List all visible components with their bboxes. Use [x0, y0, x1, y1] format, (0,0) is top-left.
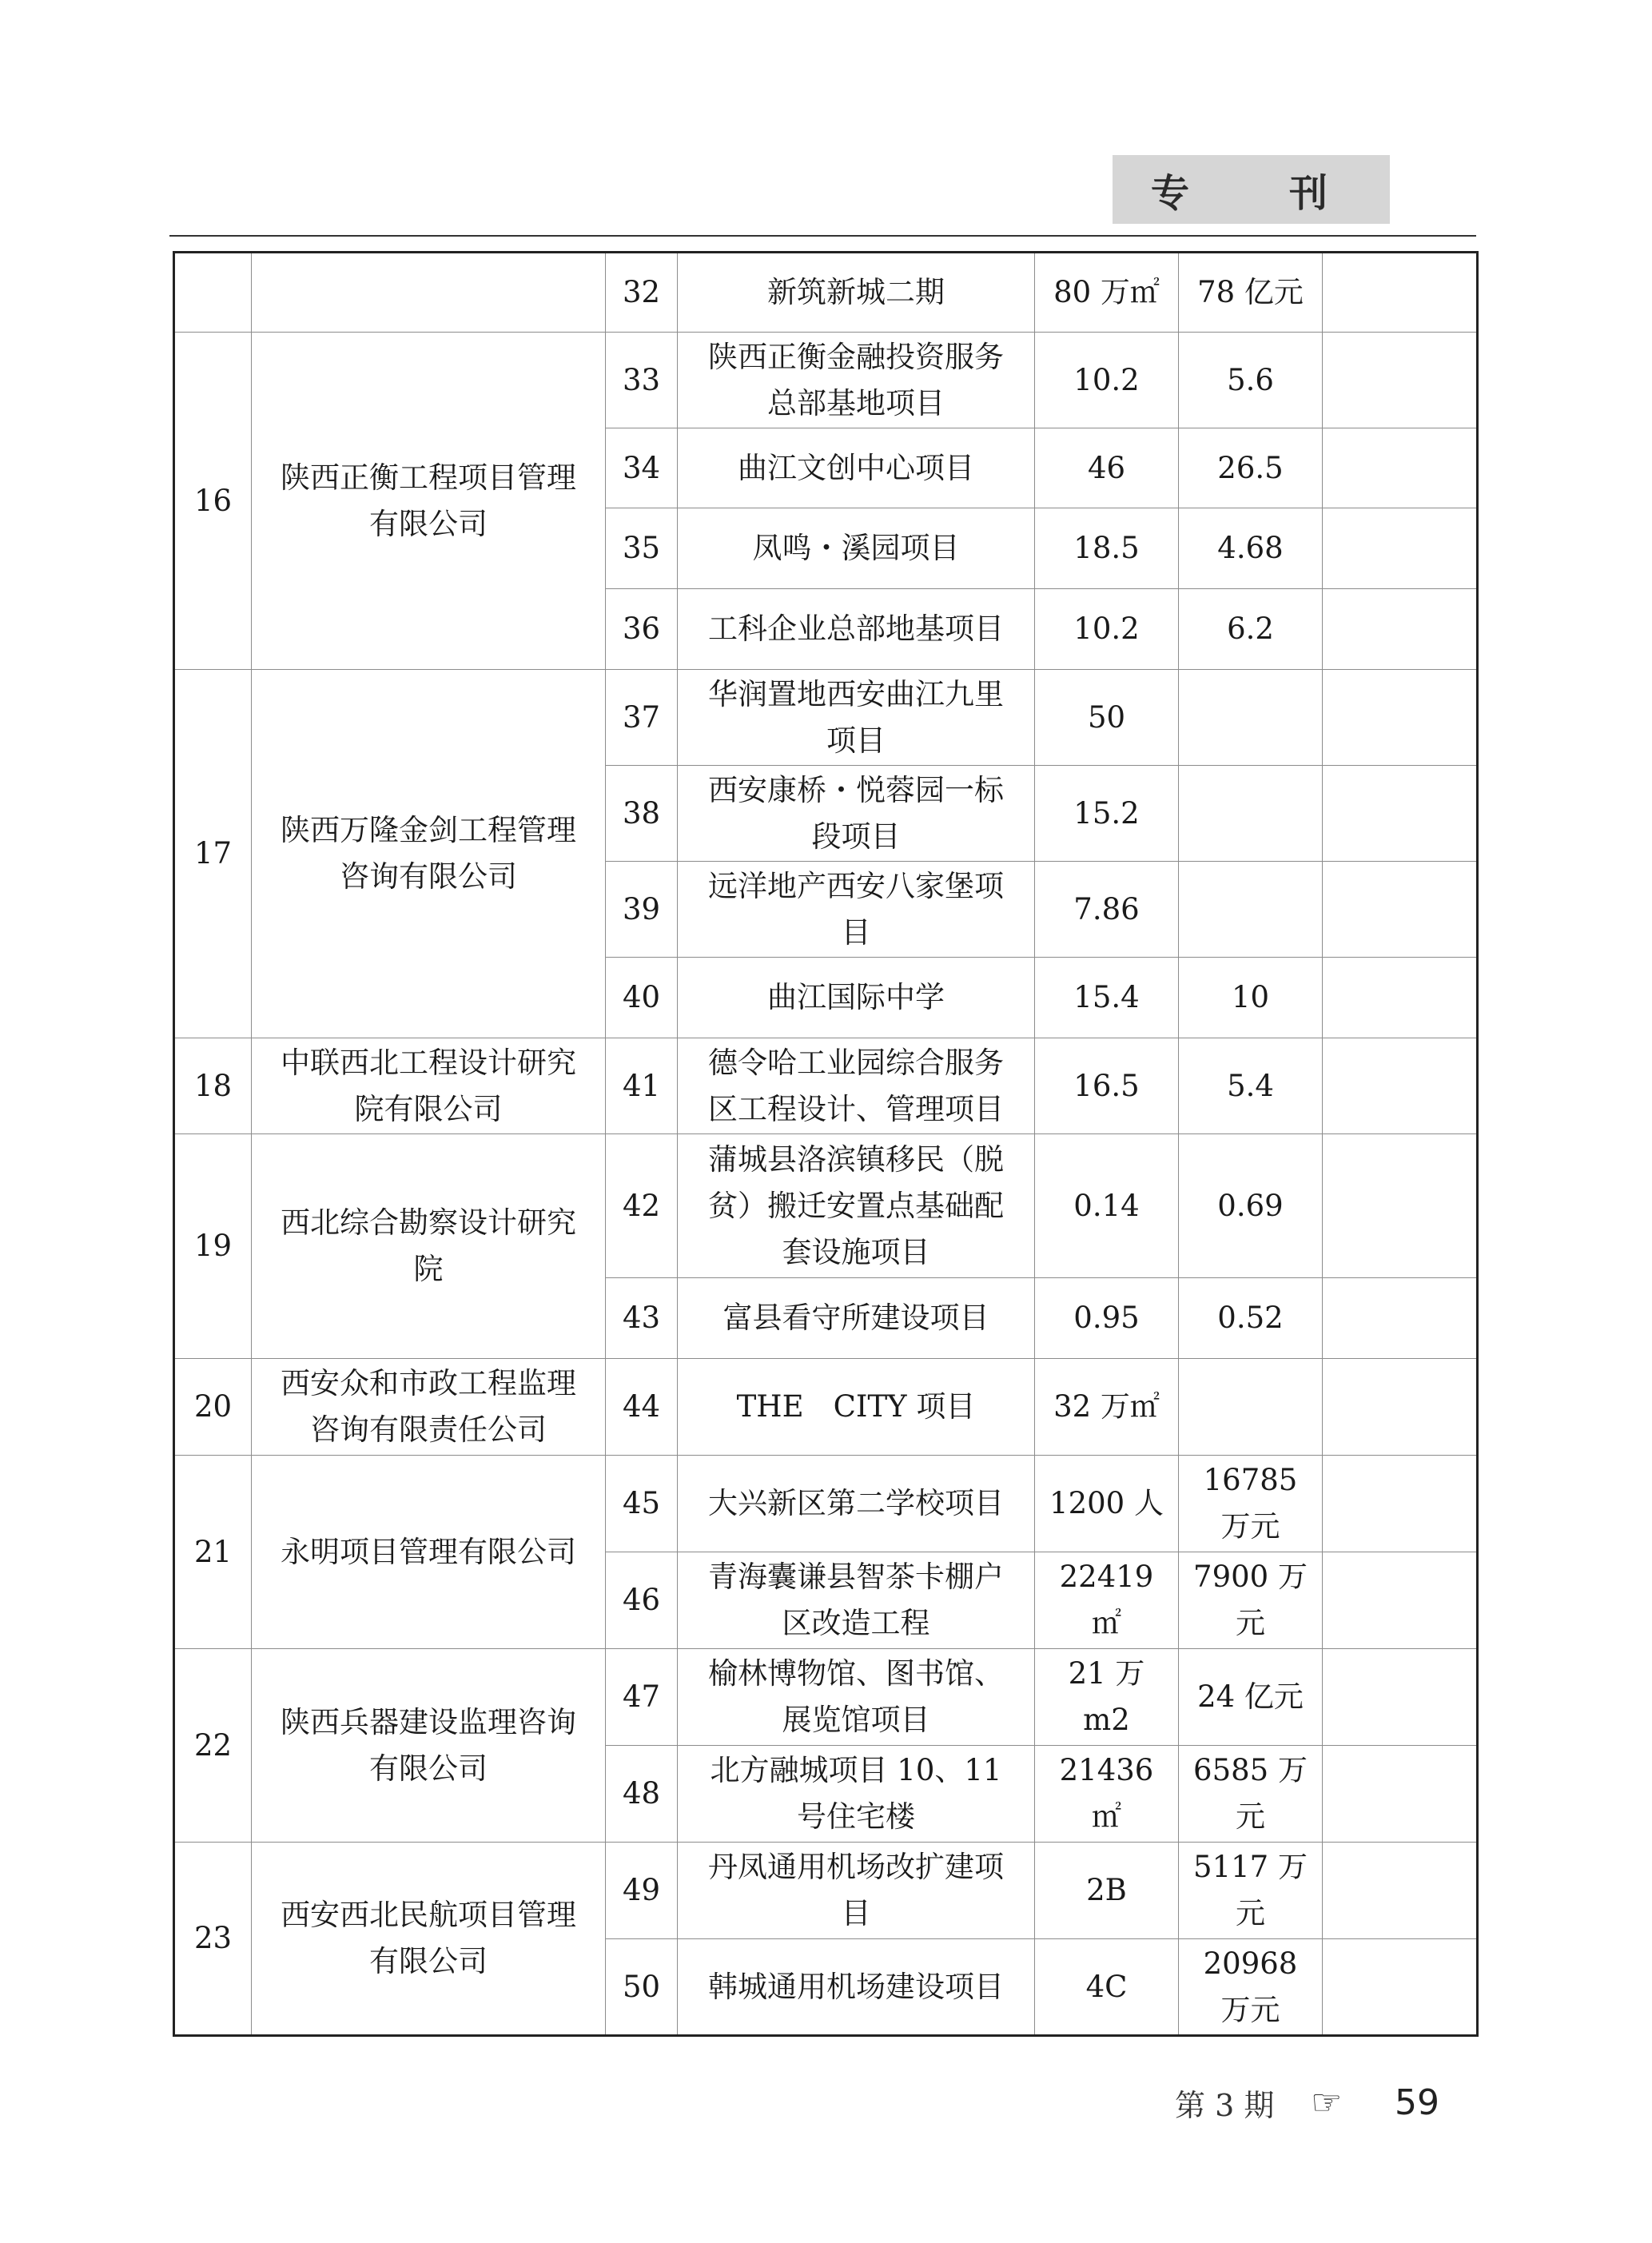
group-seq-cell: 21: [174, 1456, 252, 1649]
project-no-cell: 34: [606, 428, 678, 508]
project-note-cell: [1323, 1038, 1478, 1134]
project-investment-cell: 6.2: [1179, 589, 1323, 670]
project-no-cell: 49: [606, 1843, 678, 1939]
project-name-cell: 陕西正衡金融投资服务总部基地项目: [678, 333, 1035, 428]
project-name-cell: 远洋地产西安八家堡项目: [678, 862, 1035, 958]
project-investment-cell: 5.4: [1179, 1038, 1323, 1134]
project-note-cell: [1323, 1746, 1478, 1843]
project-name-cell: 凤鸣・溪园项目: [678, 508, 1035, 589]
project-scale-cell: 16.5: [1035, 1038, 1179, 1134]
project-no-cell: 33: [606, 333, 678, 428]
project-scale-cell: 18.5: [1035, 508, 1179, 589]
table-row: [174, 1649, 1478, 1746]
project-name-cell: 北方融城项目 10、11 号住宅楼: [678, 1746, 1035, 1843]
table-row: [174, 1038, 1478, 1134]
group-seq-cell: 17: [174, 670, 252, 1038]
project-investment-cell: [1179, 1359, 1323, 1456]
table-row: [174, 670, 1478, 766]
project-no-cell: 38: [606, 766, 678, 862]
company-cell: [252, 1843, 606, 2036]
project-name-cell: 大兴新区第二学校项目: [678, 1456, 1035, 1552]
company-name: 陕西万隆金剑工程管理咨询有限公司: [281, 813, 576, 894]
section-header-box: [1113, 155, 1390, 224]
project-investment-cell: 7900 万元: [1179, 1552, 1323, 1649]
project-scale-cell: 21 万 m2: [1035, 1649, 1179, 1746]
company-cell: [252, 333, 606, 670]
project-name-cell: 工科企业总部地基项目: [678, 589, 1035, 670]
project-investment-cell: 26.5: [1179, 428, 1323, 508]
project-note-cell: [1323, 766, 1478, 862]
project-no-cell: 37: [606, 670, 678, 766]
project-note-cell: [1323, 1649, 1478, 1746]
project-note-cell: [1323, 253, 1478, 333]
project-name-cell: 韩城通用机场建设项目: [678, 1939, 1035, 2036]
project-no-cell: 35: [606, 508, 678, 589]
project-note-cell: [1323, 428, 1478, 508]
project-no-cell: 43: [606, 1278, 678, 1359]
group-seq-cell: 16: [174, 333, 252, 670]
project-investment-cell: [1179, 670, 1323, 766]
group-seq-cell: 23: [174, 1843, 252, 2036]
pointing-hand-icon: ☞: [1311, 2082, 1343, 2123]
project-scale-cell: 0.14: [1035, 1134, 1179, 1278]
project-name-cell: 曲江文创中心项目: [678, 428, 1035, 508]
project-no-cell: 32: [606, 253, 678, 333]
project-scale-cell: 2B: [1035, 1843, 1179, 1939]
project-scale-cell: 22419 ㎡: [1035, 1552, 1179, 1649]
project-scale-cell: 50: [1035, 670, 1179, 766]
project-scale-cell: 10.2: [1035, 333, 1179, 428]
table-row: [174, 333, 1478, 428]
section-header-char-1: 专: [1151, 170, 1190, 216]
company-cell: [252, 1456, 606, 1649]
project-investment-cell: 16785 万元: [1179, 1456, 1323, 1552]
project-note-cell: [1323, 670, 1478, 766]
company-cell: [252, 1134, 606, 1359]
project-scale-cell: 15.2: [1035, 766, 1179, 862]
company-cell: [252, 670, 606, 1038]
company-name: 陕西正衡工程项目管理有限公司: [281, 460, 576, 541]
project-name-cell: 新筑新城二期: [678, 253, 1035, 333]
project-no-cell: 47: [606, 1649, 678, 1746]
project-investment-cell: 24 亿元: [1179, 1649, 1323, 1746]
group-seq-cell: 18: [174, 1038, 252, 1134]
project-no-cell: 45: [606, 1456, 678, 1552]
page-number: 59: [1395, 2082, 1439, 2123]
project-investment-cell: 0.69: [1179, 1134, 1323, 1278]
project-table: [173, 251, 1479, 2037]
project-investment-cell: 6585 万元: [1179, 1746, 1323, 1843]
table-row: [174, 253, 1478, 333]
project-investment-cell: [1179, 766, 1323, 862]
table-row: [174, 1134, 1478, 1278]
project-note-cell: [1323, 333, 1478, 428]
project-note-cell: [1323, 1456, 1478, 1552]
project-scale-cell: 21436 ㎡: [1035, 1746, 1179, 1843]
project-scale-cell: 0.95: [1035, 1278, 1179, 1359]
issue-label: 第 3 期: [1175, 2087, 1275, 2123]
section-header-char-2: 刊: [1288, 170, 1328, 216]
company-cell: [252, 253, 606, 333]
project-scale-cell: 46: [1035, 428, 1179, 508]
project-investment-cell: 78 亿元: [1179, 253, 1323, 333]
project-note-cell: [1323, 1359, 1478, 1456]
table-row: [174, 1456, 1478, 1552]
project-no-cell: 36: [606, 589, 678, 670]
project-no-cell: 40: [606, 958, 678, 1038]
company-name: 西安西北民航项目管理有限公司: [281, 1898, 576, 1978]
project-name-cell: 富县看守所建设项目: [678, 1278, 1035, 1359]
project-no-cell: 50: [606, 1939, 678, 2036]
project-no-cell: 41: [606, 1038, 678, 1134]
project-investment-cell: 10: [1179, 958, 1323, 1038]
project-name-cell: 青海囊谦县智茶卡棚户区改造工程: [678, 1552, 1035, 1649]
project-note-cell: [1323, 1843, 1478, 1939]
project-note-cell: [1323, 589, 1478, 670]
project-investment-cell: 5117 万元: [1179, 1843, 1323, 1939]
table-row: [174, 1843, 1478, 1939]
project-name-cell: THE CITY 项目: [678, 1359, 1035, 1456]
company-cell: [252, 1038, 606, 1134]
project-investment-cell: [1179, 862, 1323, 958]
project-name-cell: 蒲城县洛滨镇移民（脱贫）搬迁安置点基础配套设施项目: [678, 1134, 1035, 1278]
project-note-cell: [1323, 1552, 1478, 1649]
project-note-cell: [1323, 508, 1478, 589]
project-note-cell: [1323, 1134, 1478, 1278]
project-no-cell: 44: [606, 1359, 678, 1456]
project-investment-cell: 20968 万元: [1179, 1939, 1323, 2036]
project-note-cell: [1323, 1939, 1478, 2036]
project-scale-cell: 80 万㎡: [1035, 253, 1179, 333]
company-name: 陕西兵器建设监理咨询有限公司: [281, 1704, 576, 1786]
project-note-cell: [1323, 862, 1478, 958]
company-name: 西安众和市政工程监理咨询有限责任公司: [281, 1366, 576, 1447]
project-name-cell: 德令哈工业园综合服务区工程设计、管理项目: [678, 1038, 1035, 1134]
project-name-cell: 西安康桥・悦蓉园一标段项目: [678, 766, 1035, 862]
project-investment-cell: 0.52: [1179, 1278, 1323, 1359]
project-scale-cell: 7.86: [1035, 862, 1179, 958]
project-no-cell: 39: [606, 862, 678, 958]
project-name-cell: 华润置地西安曲江九里项目: [678, 670, 1035, 766]
project-scale-cell: 15.4: [1035, 958, 1179, 1038]
project-scale-cell: 32 万㎡: [1035, 1359, 1179, 1456]
project-name-cell: 曲江国际中学: [678, 958, 1035, 1038]
header-rule: [169, 235, 1476, 237]
project-no-cell: 48: [606, 1746, 678, 1843]
project-investment-cell: 5.6: [1179, 333, 1323, 428]
project-no-cell: 42: [606, 1134, 678, 1278]
project-scale-cell: 10.2: [1035, 589, 1179, 670]
table-row: [174, 1359, 1478, 1456]
project-scale-cell: 4C: [1035, 1939, 1179, 2036]
company-cell: [252, 1359, 606, 1456]
company-name: 中联西北工程设计研究院有限公司: [281, 1045, 576, 1126]
project-note-cell: [1323, 1278, 1478, 1359]
company-name: 西北综合勘察设计研究院: [281, 1205, 576, 1286]
project-note-cell: [1323, 958, 1478, 1038]
group-seq-cell: 20: [174, 1359, 252, 1456]
project-investment-cell: 4.68: [1179, 508, 1323, 589]
group-seq-cell: [174, 253, 252, 333]
project-name-cell: 丹凤通用机场改扩建项目: [678, 1843, 1035, 1939]
project-name-cell: 榆林博物馆、图书馆、展览馆项目: [678, 1649, 1035, 1746]
project-scale-cell: 1200 人: [1035, 1456, 1179, 1552]
group-seq-cell: 19: [174, 1134, 252, 1359]
project-no-cell: 46: [606, 1552, 678, 1649]
company-cell: [252, 1649, 606, 1843]
group-seq-cell: 22: [174, 1649, 252, 1843]
company-name: 永明项目管理有限公司: [281, 1534, 576, 1569]
